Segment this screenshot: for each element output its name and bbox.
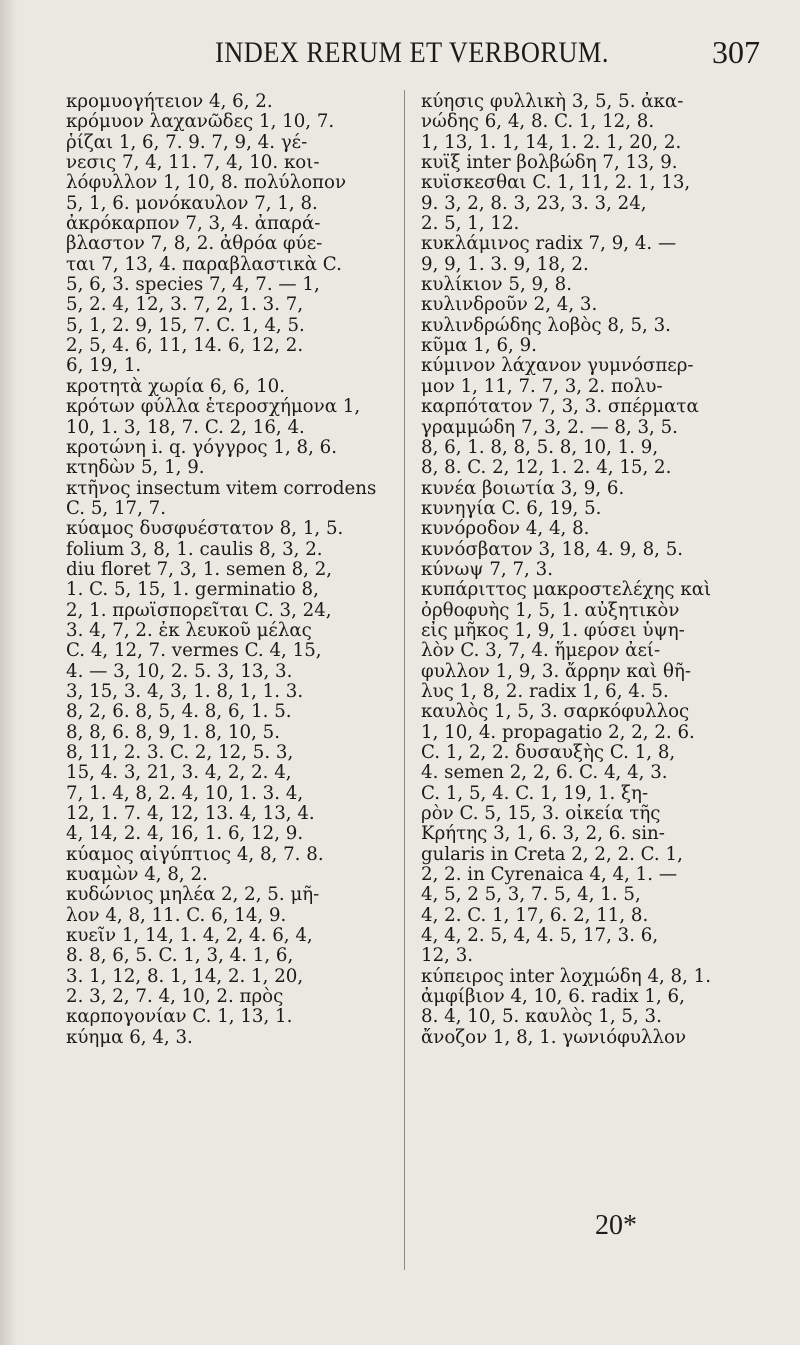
index-entry-line: 4, 4, 2. 5, 4, 4. 5, 17, 3. 6, bbox=[421, 926, 659, 947]
index-entry-line: 3, 15, 3. 4, 3, 1. 8, 1, 1. 3. bbox=[66, 681, 304, 702]
index-entry-line: κυνόσβατον 3, 18, 4. 9, 8, 5. bbox=[421, 539, 684, 560]
index-entry-line: 5, 1, 6. μονόκαυλον 7, 1, 8. bbox=[66, 193, 318, 214]
running-title: INDEX RERUM ET VERBORUM. bbox=[215, 36, 609, 69]
index-entry-line: C. 5, 17, 7. bbox=[66, 498, 167, 519]
index-entry-line: νεσις 7, 4, 11. 7, 4, 10. κοι- bbox=[66, 153, 320, 174]
left-index-column bbox=[66, 92, 418, 1048]
index-entry-line: κροτητὰ χωρία 6, 6, 10. bbox=[66, 376, 286, 397]
index-entry-line: φυλλον 1, 9, 3. ἄρρην καὶ θῆ- bbox=[421, 661, 691, 682]
index-entry-line: κυΐσκεσθαι C. 1, 11, 2. 1, 13, bbox=[421, 173, 691, 194]
index-entry-line: εἰς μῆκος 1, 9, 1. φύσει ὑψη- bbox=[421, 620, 685, 641]
index-entry-line: κυλίκιον 5, 9, 8. bbox=[421, 275, 572, 296]
index-entry-line: 5, 6, 3. species 7, 4, 7. — 1, bbox=[66, 275, 320, 296]
index-entry-line: folium 3, 8, 1. caulis 8, 3, 2. bbox=[66, 539, 323, 560]
index-entry-line: λὸν C. 3, 7, 4. ἥμερον ἀεί- bbox=[421, 641, 661, 662]
index-entry-line: ἄνοζον 1, 8, 1. γωνιόφυλλον bbox=[421, 1027, 687, 1048]
column-divider bbox=[404, 90, 405, 1270]
index-entry-line: βλαστον 7, 8, 2. ἀθρόα φύε- bbox=[66, 234, 323, 255]
index-entry-line: κρομυογήτειον 4, 6, 2. bbox=[66, 92, 273, 112]
index-entry-line: γραμμώδη 7, 3, 2. — 8, 3, 5. bbox=[421, 417, 678, 438]
index-entry-line: κύαμος αἰγύπτιος 4, 8, 7. 8. bbox=[66, 844, 324, 865]
index-entry-line: diu floret 7, 3, 1. semen 8, 2, bbox=[66, 559, 333, 580]
index-entry-line: 2, 1. πρωϊσπορεῖται C. 3, 24, bbox=[66, 600, 332, 621]
index-entry-line: C. 4, 12, 7. vermes C. 4, 15, bbox=[66, 641, 322, 662]
index-entry-line: κυνηγία C. 6, 19, 5. bbox=[421, 498, 602, 519]
index-entry-line: κυκλάμινος radix 7, 9, 4. — bbox=[421, 234, 677, 255]
index-entry-line: λον 4, 8, 11. C. 6, 14, 9. bbox=[66, 905, 287, 926]
index-entry-line: καυλὸς 1, 5, 3. σαρκόφυλλος bbox=[421, 702, 690, 723]
index-entry-line: Κρήτης 3, 1, 6. 3, 2, 6. sin- bbox=[421, 824, 665, 845]
index-entry-line: 4, 14, 2. 4, 16, 1. 6, 12, 9. bbox=[66, 824, 304, 845]
index-entry-line: ὀρθοφυὴς 1, 5, 1. αὐξητικὸν bbox=[421, 600, 680, 621]
page-gutter-shadow bbox=[0, 0, 18, 1345]
index-entry-line: κτῆνος insectum vitem corrodens bbox=[66, 478, 377, 499]
index-entry-line: 1, 13, 1. 1, 14, 1. 2. 1, 20, 2. bbox=[421, 132, 682, 153]
index-entry-line: κροτώνη i. q. γόγγρος 1, 8, 6. bbox=[66, 437, 338, 458]
printer-signature-mark: 20* bbox=[595, 1210, 637, 1241]
index-entry-line: λυς 1, 8, 2. radix 1, 6, 4. 5. bbox=[421, 681, 669, 702]
index-entry-line: 1, 10, 4. propagatio 2, 2, 2. 6. bbox=[421, 722, 695, 743]
index-entry-line: κῦμα 1, 6, 9. bbox=[421, 336, 537, 357]
index-entry-line: 2. 3, 2, 7. 4, 10, 2. πρὸς bbox=[66, 987, 284, 1008]
page-number: 307 bbox=[712, 34, 760, 70]
index-entry-line: κυπάριττος μακροστελέχης καὶ bbox=[421, 580, 712, 601]
index-entry-line: 8. 8, 6, 5. C. 1, 3, 4. 1, 6, bbox=[66, 946, 294, 967]
index-entry-line: καρπότατον 7, 3, 3. σπέρματα bbox=[421, 397, 699, 418]
index-entry-line: κύαμος δυσφυέστατον 8, 1, 5. bbox=[66, 519, 344, 540]
index-entry-line: 8, 6, 1. 8, 8, 5. 8, 10, 1. 9, bbox=[421, 437, 659, 458]
index-entry-line: μον 1, 11, 7. 7, 3, 2. πολυ- bbox=[421, 376, 663, 397]
index-entry-line: νώδης 6, 4, 8. C. 1, 12, 8. bbox=[421, 112, 655, 133]
index-entry-line: κύπειρος inter λοχμώδη 4, 8, 1. bbox=[421, 966, 712, 987]
index-entry-line: καρπογονίαν C. 1, 13, 1. bbox=[66, 1007, 293, 1028]
index-entry-line: 2, 2. in Cyrenaica 4, 4, 1. — bbox=[421, 865, 678, 886]
index-entry-line: 15, 4. 3, 21, 3. 4, 2, 2. 4, bbox=[66, 763, 292, 784]
index-entry-line: 6, 19, 1. bbox=[66, 356, 142, 377]
index-entry-line: κύμινον λάχανον γυμνόσπερ- bbox=[421, 356, 694, 377]
index-entry-line: κτηδὼν 5, 1, 9. bbox=[66, 458, 205, 479]
index-entry-line: κυΐξ inter βολβώδη 7, 13, 9. bbox=[421, 153, 678, 174]
index-entry-line: 8, 2, 6. 8, 5, 4. 8, 6, 1. 5. bbox=[66, 702, 292, 723]
index-entry-line: C. 1, 5, 4. C. 1, 19, 1. ξη- bbox=[421, 783, 649, 804]
index-entry-line: 8. 4, 10, 5. καυλὸς 1, 5, 3. bbox=[421, 1007, 662, 1028]
index-entry-line: 8, 11, 2. 3. C. 2, 12, 5. 3, bbox=[66, 743, 294, 763]
index-entry-line: 2, 5, 4. 6, 11, 14. 6, 12, 2. bbox=[66, 336, 304, 357]
index-entry-line: κυαμὼν 4, 8, 2. bbox=[66, 865, 208, 886]
index-entry-line: κυλινδροῦν 2, 4, 3. bbox=[421, 295, 598, 316]
index-entry-line: 3. 4, 7, 2. ἐκ λευκοῦ μέλας bbox=[66, 620, 312, 641]
index-entry-line: 5, 2. 4, 12, 3. 7, 2, 1. 3. 7, bbox=[66, 295, 304, 316]
index-entry-line: 9. 3, 2, 8. 3, 23, 3. 3, 24, bbox=[421, 193, 647, 214]
index-entry-line: 4. — 3, 10, 2. 5. 3, 13, 3. bbox=[66, 661, 293, 682]
index-entry-line: C. 1, 2, 2. δυσαυξὴς C. 1, 8, bbox=[421, 743, 676, 763]
index-entry-line: κυεῖν 1, 14, 1. 4, 2, 4. 6, 4, bbox=[66, 926, 313, 947]
index-entry-line: 12, 1. 7. 4, 12, 13. 4, 13, 4. bbox=[66, 804, 315, 825]
index-entry-line: ἀμφίβιον 4, 10, 6. radix 1, 6, bbox=[421, 987, 685, 1008]
index-entry-line: κυλινδρώδης λοβὸς 8, 5, 3. bbox=[421, 315, 671, 336]
index-entry-line: 8, 8, 6. 8, 9, 1. 8, 10, 5. bbox=[66, 722, 280, 743]
index-entry-line: 7, 1. 4, 8, 2. 4, 10, 1. 3. 4, bbox=[66, 783, 304, 804]
index-entry-line: κύημα 6, 4, 3. bbox=[66, 1027, 193, 1048]
running-header bbox=[0, 22, 800, 82]
index-entry-line: κυνέα βοιωτία 3, 9, 6. bbox=[421, 478, 625, 499]
index-entry-line: κρότων φύλλα ἑτεροσχήμονα 1, bbox=[66, 397, 361, 418]
index-entry-line: 4, 2. C. 1, 17, 6. 2, 11, 8. bbox=[421, 905, 649, 926]
index-entry-line: 12, 3. bbox=[421, 946, 474, 967]
index-entry-line: κύησις φυλλικὴ 3, 5, 5. ἀκα- bbox=[421, 92, 684, 112]
index-entry-line: ται 7, 13, 4. παραβλαστικὰ C. bbox=[66, 254, 342, 275]
index-entry-line: 1. C. 5, 15, 1. germinatio 8, bbox=[66, 580, 319, 601]
index-entry-line: 10, 1. 3, 18, 7. C. 2, 16, 4. bbox=[66, 417, 305, 438]
index-entry-line: 4. semen 2, 2, 6. C. 4, 4, 3. bbox=[421, 763, 668, 784]
index-entry-line: ῥίζαι 1, 6, 7. 9. 7, 9, 4. γέ- bbox=[66, 132, 308, 153]
index-entry-line: 5, 1, 2. 9, 15, 7. C. 1, 4, 5. bbox=[66, 315, 305, 336]
index-entry-line: 2. 5, 1, 12. bbox=[421, 214, 520, 235]
index-entry-line: ἀκρόκαρπον 7, 3, 4. ἀπαρά- bbox=[66, 214, 321, 235]
index-entry-line: 4, 5, 2 5, 3, 7. 5, 4, 1. 5, bbox=[421, 885, 641, 906]
index-entry-line: λόφυλλον 1, 10, 8. πολύλοπον bbox=[66, 173, 347, 194]
index-entry-line: 9, 9, 1. 3. 9, 18, 2. bbox=[421, 254, 589, 275]
index-entry-line: κύνωψ 7, 7, 3. bbox=[421, 559, 553, 580]
index-entry-line: 8, 8. C. 2, 12, 1. 2. 4, 15, 2. bbox=[421, 458, 672, 479]
index-entry-line: κυνόροδον 4, 4, 8. bbox=[421, 519, 590, 540]
index-entry-line: 3. 1, 12, 8. 1, 14, 2. 1, 20, bbox=[66, 966, 304, 987]
index-entry-line: κρόμυον λαχανῶδες 1, 10, 7. bbox=[66, 112, 335, 133]
right-index-column bbox=[421, 92, 773, 1048]
index-entry-line: ρὸν C. 5, 15, 3. οἰκεία τῆς bbox=[421, 804, 661, 825]
index-entry-line: κυδώνιος μηλέα 2, 2, 5. μῆ- bbox=[66, 885, 320, 906]
index-entry-line: gularis in Creta 2, 2, 2. C. 1, bbox=[421, 844, 683, 865]
